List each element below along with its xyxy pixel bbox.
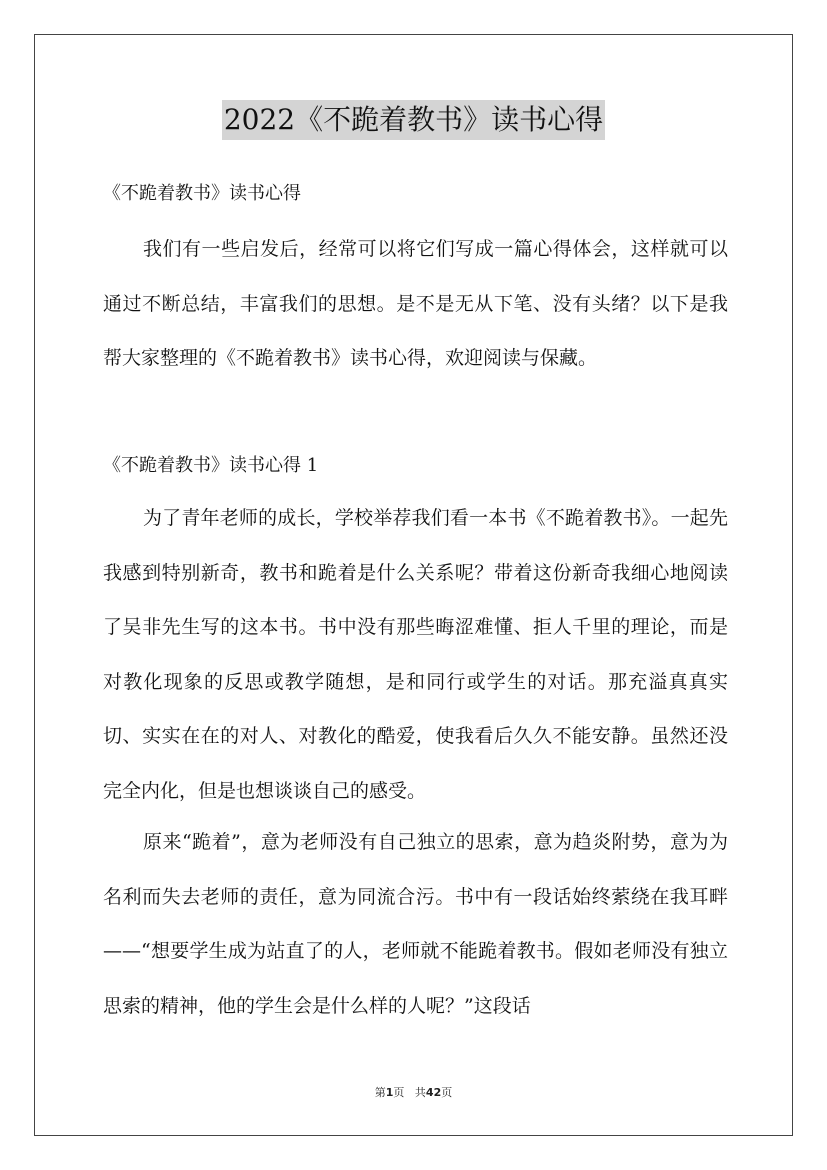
page-suffix: 页: [393, 1086, 405, 1099]
body-paragraph-2: 原来“跪着”，意为老师没有自己独立的思索，意为趋炎附势，意为为名利而失去老师的责任，意为同流合污。书中有一段话始终萦绕在我耳畔——“想要学生成为站直了的人，老师就不能跪着教书。假如老师没有独立思索的精神，他的学生会是什么样的人呢？”这段话: [103, 831, 728, 1017]
page-prefix: 第: [374, 1086, 386, 1099]
section-heading: 《不跪着教书》读书心得 1: [103, 455, 319, 476]
body-paragraph-1: 为了青年老师的成长，学校举荐我们看一本书《不跪着教书》。一起先我感到特别新奇，教书和跪着是什么关系呢？带着这份新奇我细心地阅读了吴非先生写的这本书。书中没有那些晦涩难懂、拒人千里的理论，而是对教化现象的反思或教学随想，是和同行或学生的对话。那充溢真真实切、实实在在的对人、对教化的酷爱，使我看后久久不能安静。虽然还没完全内化，但是也想谈谈自己的感受。: [103, 507, 728, 802]
total-prefix: 共: [414, 1086, 426, 1099]
page-footer: [0, 1084, 827, 1100]
intro-paragraph: 我们有一些启发后，经常可以将它们写成一篇心得体会，这样就可以通过不断总结，丰富我们的思想。是不是无从下笔、没有头绪？以下是我帮大家整理的《不跪着教书》读书心得，欢迎阅读与保藏。: [103, 238, 728, 369]
page-number: 1: [385, 1086, 394, 1099]
total-pages: 42: [425, 1086, 442, 1099]
total-suffix: 页: [441, 1086, 453, 1099]
document-subtitle: 《不跪着教书》读书心得: [103, 183, 301, 204]
title-container: [0, 100, 827, 140]
document-title: 2022《不跪着教书》读书心得: [222, 100, 605, 140]
